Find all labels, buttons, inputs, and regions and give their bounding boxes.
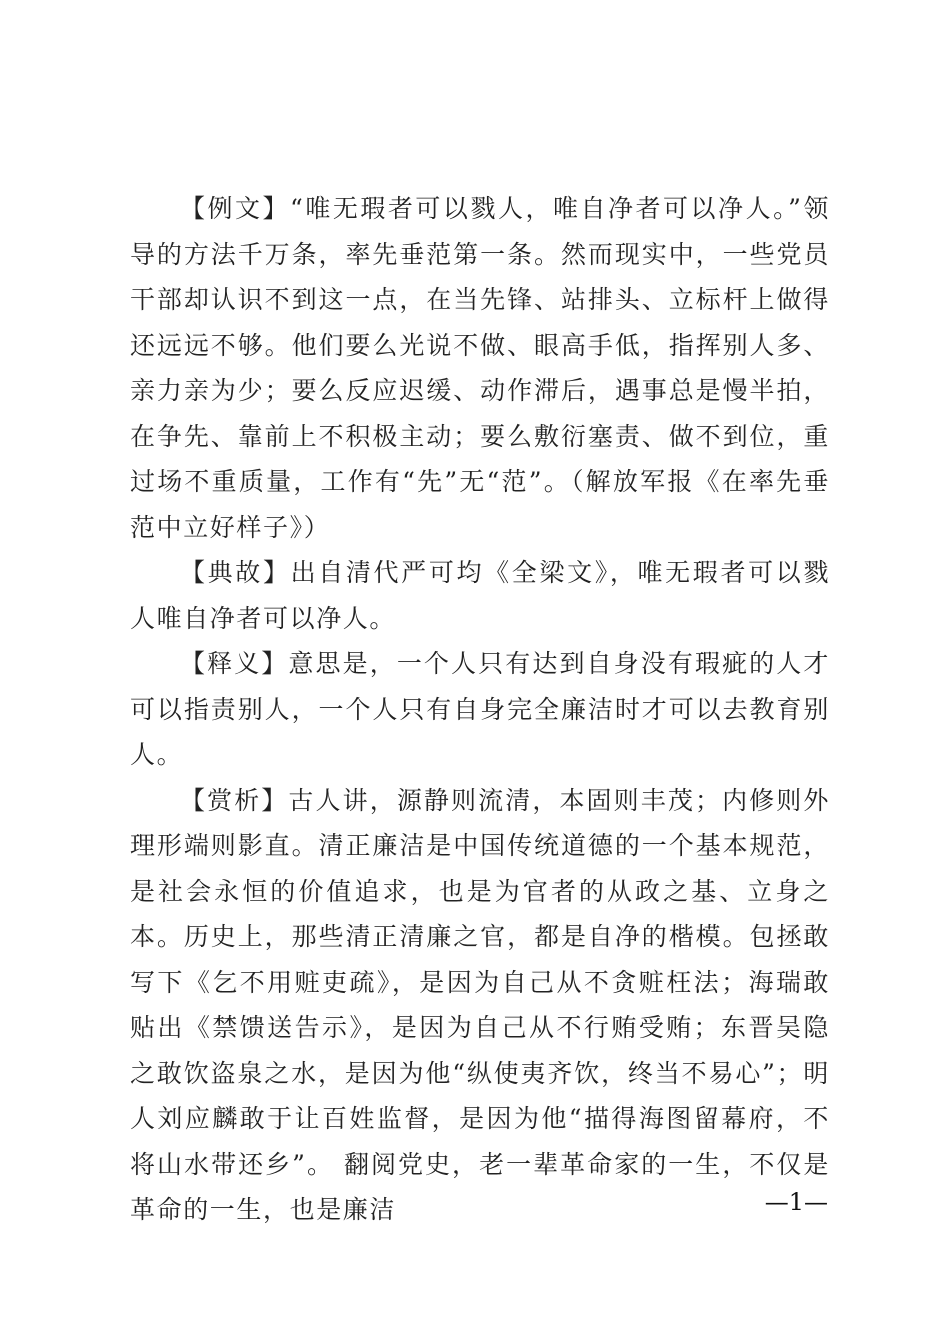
paragraph-appreciation: 【赏析】古人讲，源静则流清，本固则丰茂；内修则外理形端则影直。清正廉洁是中国传统道德的一个基本规范，是社会永恒的价值追求，也是为官者的从政之基、立身之本。历史上，那些清正清廉之官，都是自净的楷模。包拯敢写下《乞不用赃吏疏》，是因为自己从不贪赃枉法；海瑞敢贴出《禁馈送告示》，是因为自己从不行贿受贿；东晋吴隐之敢饮盗泉之水，是因为他“纵使夷齐饮，终当不易心”；明人刘应麟敢于让百姓监督，是因为他“描得海图留幕府，不将山水带还乡”。 翻阅党史，老一辈革命家的一生，不仅是革命的一生，也是廉洁 bbox=[130, 785, 830, 1224]
paragraph-interpretation: 【释义】意思是，一个人只有达到自身没有瑕疵的人才可以指责别人，一个人只有自身完全廉洁时才可以去教育别人。 bbox=[130, 649, 830, 769]
page-number: —1— bbox=[764, 1188, 828, 1216]
paragraph-example: 【例文】“唯无瑕者可以戮人，唯自净者可以净人。”领导的方法千万条，率先垂范第一条。然而现实中，一些党员干部却认识不到这一点，在当先锋、站排头、立标杆上做得还远远不够。他们要么光说不做、眼高手低，指挥别人多、亲力亲为少；要么反应迟缓、动作滞后，遇事总是慢半拍，在争先、靠前上不积极主动；要么敷衍塞责、做不到位，重过场不重质量，工作有“先”无“范”。（解放军报《在率先垂范中立好样子》） bbox=[130, 194, 830, 542]
paragraph-allusion: 【典故】出自清代严可均《全梁文》，唯无瑕者可以戮人唯自净者可以净人。 bbox=[130, 558, 830, 633]
document-body bbox=[130, 186, 830, 1233]
